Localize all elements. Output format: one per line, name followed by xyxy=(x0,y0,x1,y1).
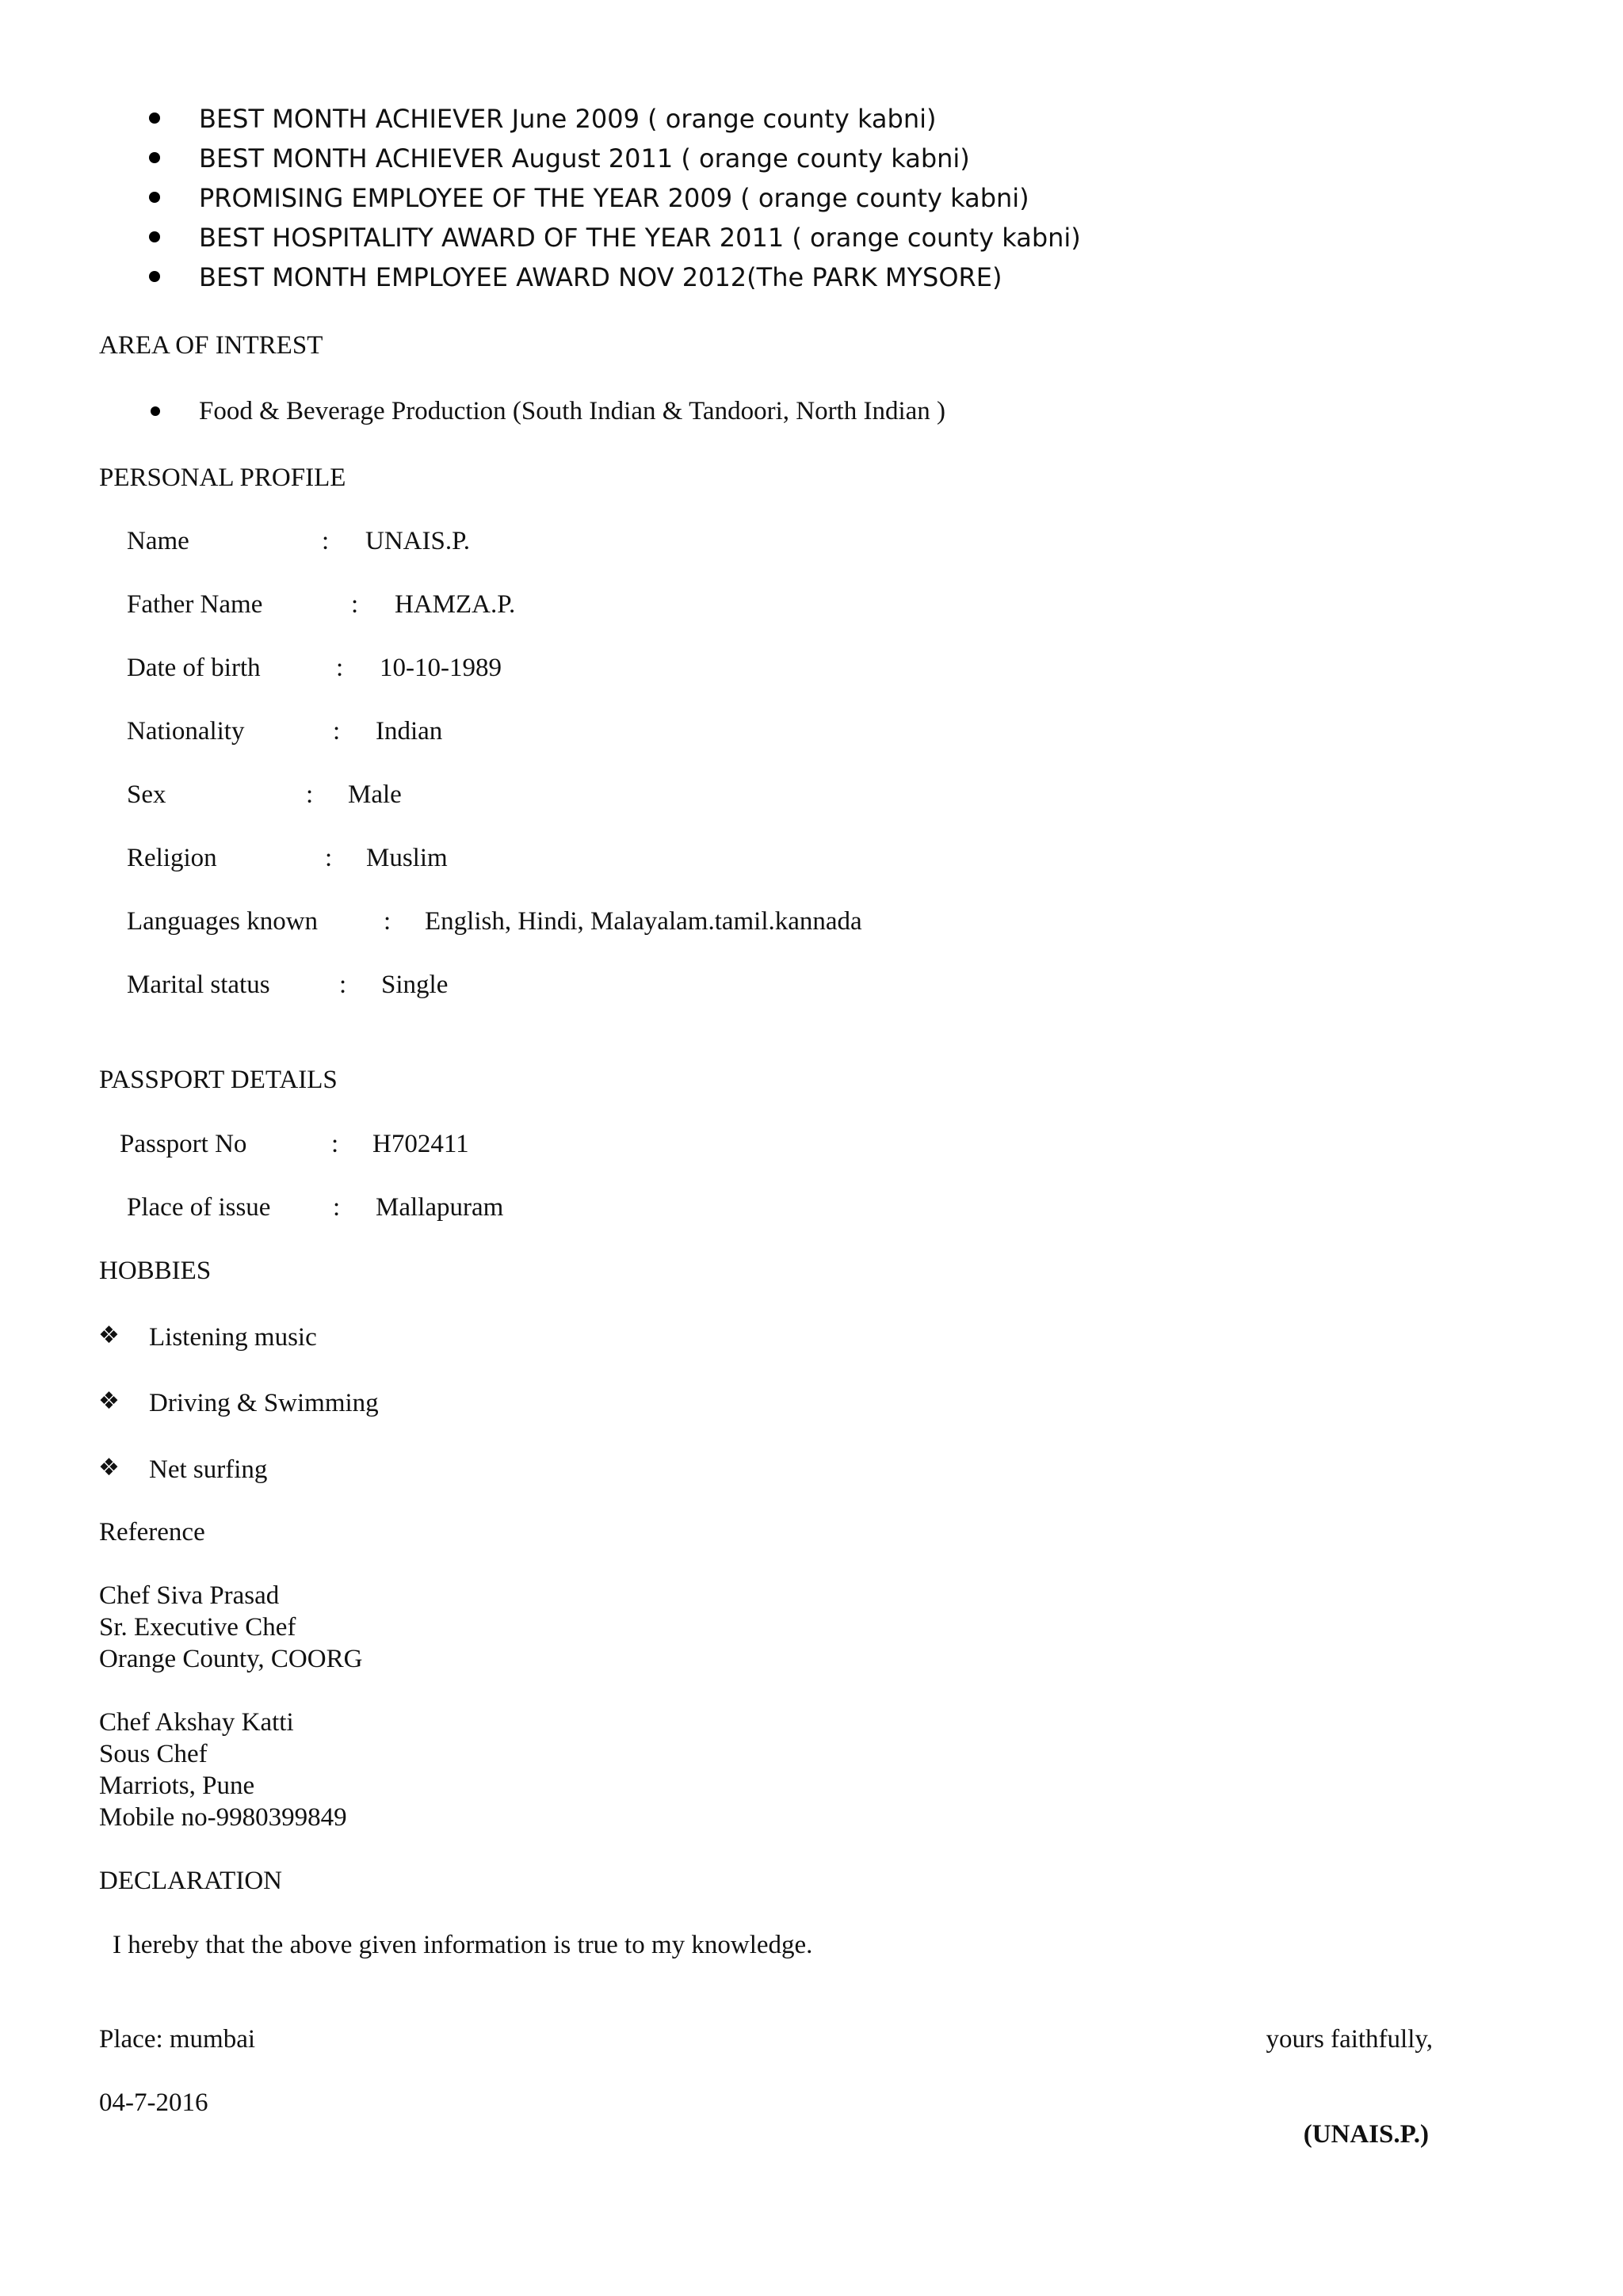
profile-label: Marital status xyxy=(127,971,270,999)
reference-heading: Reference xyxy=(99,1518,205,1547)
passport-value-number: H702411 xyxy=(372,1130,469,1158)
profile-value-name: UNAIS.P. xyxy=(365,527,471,555)
passport-colon: : xyxy=(331,1130,339,1158)
award-item: BEST MONTH EMPLOYEE AWARD NOV 2012(The PARK MYSORE) xyxy=(199,262,1002,292)
reference-line: Mobile no-9980399849 xyxy=(99,1803,347,1832)
diamond-bullet-icon: ❖ xyxy=(98,1454,120,1482)
profile-value-languages: English, Hindi, Malayalam.tamil.kannada xyxy=(425,907,862,936)
profile-value-marital-status: Single xyxy=(381,971,449,999)
profile-colon: : xyxy=(336,654,344,682)
interest-item: Food & Beverage Production (South Indian & Tandoori, North Indian ) xyxy=(199,397,946,425)
profile-value-religion: Muslim xyxy=(366,844,448,872)
profile-colon: : xyxy=(325,844,333,872)
profile-label: Religion xyxy=(127,844,217,872)
award-item: BEST HOSPITALITY AWARD OF THE YEAR 2011 ( orange county kabni) xyxy=(199,223,1081,253)
award-item: BEST MONTH ACHIEVER August 2011 ( orange county kabni) xyxy=(199,143,970,174)
diamond-bullet-icon: ❖ xyxy=(98,1322,120,1349)
bullet-icon xyxy=(149,271,160,282)
profile-heading: PERSONAL PROFILE xyxy=(99,463,346,492)
hobby-item: Listening music xyxy=(149,1323,317,1352)
profile-colon: : xyxy=(339,971,347,999)
profile-colon: : xyxy=(351,590,359,619)
bullet-icon xyxy=(149,192,160,203)
reference-line: Marriots, Pune xyxy=(99,1772,255,1800)
diamond-bullet-icon: ❖ xyxy=(98,1387,120,1415)
date-line: 04-7-2016 xyxy=(99,2088,208,2117)
place-line: Place: mumbai xyxy=(99,2025,256,2054)
profile-colon: : xyxy=(306,780,314,809)
profile-value-dob: 10-10-1989 xyxy=(380,654,502,682)
profile-label: Sex xyxy=(127,780,166,809)
passport-label: Place of issue xyxy=(127,1193,271,1222)
hobbies-heading: HOBBIES xyxy=(99,1257,212,1285)
profile-colon: : xyxy=(322,527,330,555)
profile-label: Nationality xyxy=(127,717,245,746)
profile-label: Father Name xyxy=(127,590,263,619)
passport-value-place: Mallapuram xyxy=(376,1193,504,1222)
bullet-icon xyxy=(149,113,160,124)
reference-line: Chef Siva Prasad xyxy=(99,1581,280,1610)
hobby-item: Driving & Swimming xyxy=(149,1389,379,1417)
reference-line: Sr. Executive Chef xyxy=(99,1613,296,1642)
declaration-heading: DECLARATION xyxy=(99,1867,282,1895)
bullet-icon xyxy=(149,152,160,163)
reference-line: Orange County, COORG xyxy=(99,1645,363,1673)
profile-label: Languages known xyxy=(127,907,319,936)
interest-heading: AREA OF INTREST xyxy=(99,331,323,360)
passport-label: Passport No xyxy=(120,1130,247,1158)
profile-colon: : xyxy=(384,907,391,936)
passport-colon: : xyxy=(333,1193,341,1222)
reference-line: Sous Chef xyxy=(99,1740,208,1768)
bullet-icon xyxy=(151,406,160,416)
hobby-item: Net surfing xyxy=(149,1455,268,1484)
award-item: BEST MONTH ACHIEVER June 2009 ( orange county kabni) xyxy=(199,104,937,134)
closing-line: yours faithfully, xyxy=(1266,2025,1433,2054)
profile-value-nationality: Indian xyxy=(376,717,443,746)
declaration-text: I hereby that the above given information is true to my knowledge. xyxy=(113,1931,813,1959)
profile-value-father-name: HAMZA.P. xyxy=(395,590,516,619)
passport-heading: PASSPORT DETAILS xyxy=(99,1066,338,1094)
profile-colon: : xyxy=(333,717,341,746)
award-item: PROMISING EMPLOYEE OF THE YEAR 2009 ( orange county kabni) xyxy=(199,183,1029,213)
reference-line: Chef Akshay Katti xyxy=(99,1708,294,1737)
profile-label: Date of birth xyxy=(127,654,261,682)
profile-value-sex: Male xyxy=(348,780,402,809)
bullet-icon xyxy=(149,231,160,242)
profile-label: Name xyxy=(127,527,189,555)
signature-name: (UNAIS.P.) xyxy=(1303,2120,1429,2149)
